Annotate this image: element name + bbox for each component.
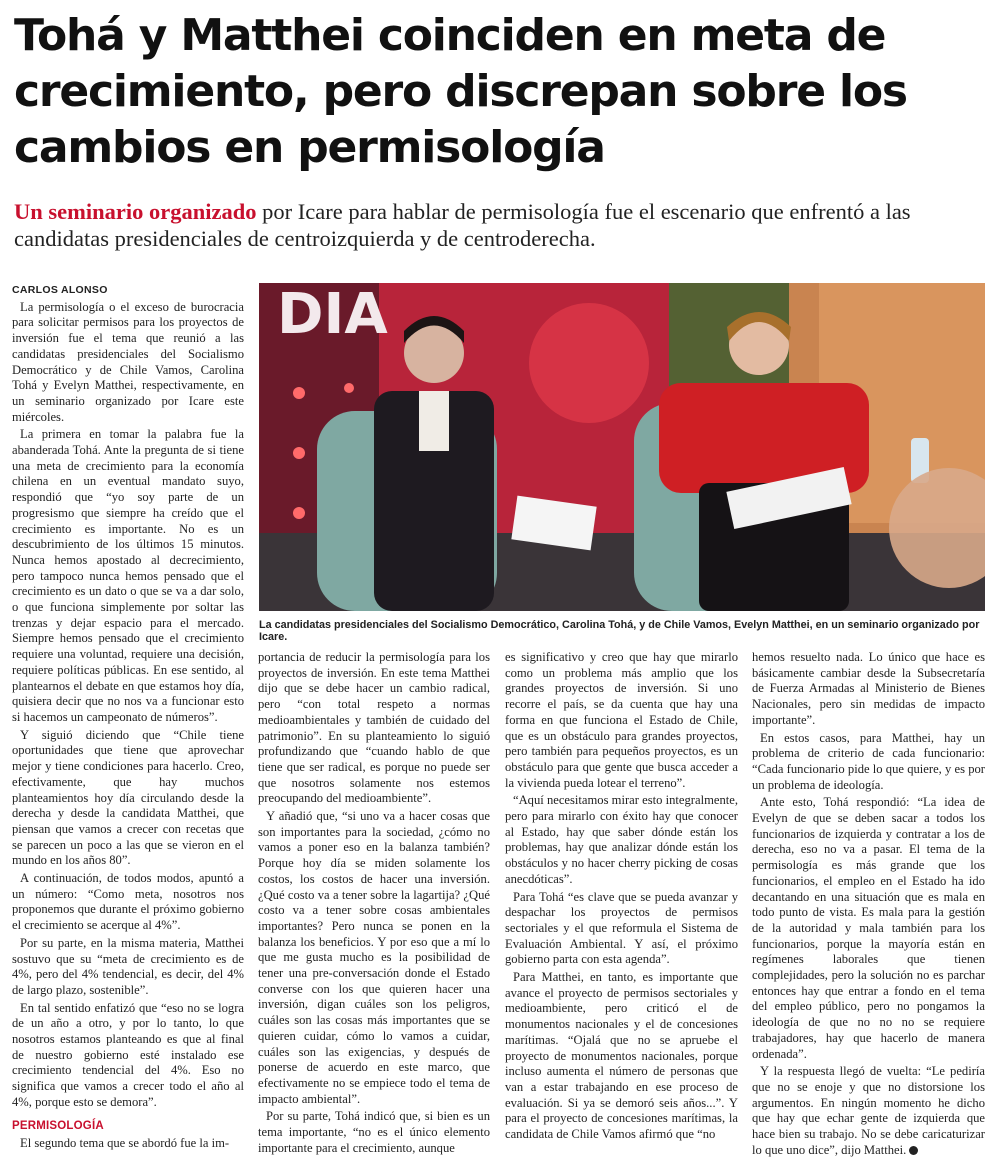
paragraph: En tal sentido enfatizó que “eso no se logra de un año a otro, y por lo tanto, lo que nosotros estamos planteando es que al final de nuestro gobierno esté instalado ese crecimiento tendencial del 4%. Eso no significa que vamos a crecer todo el año al 4%, porque esto se demora”. [12,1000,244,1109]
article-column-1 [12,283,244,1154]
paragraph: hemos resuelto nada. Lo único que hace es básicamente cambiar desde la Subsecretaría de Fuerza Armadas al Ministerio de Bienes Nacionales, pero sin medidas de impacto importante”. [752,650,985,727]
paragraph: La permisología o el exceso de burocracia para solicitar permisos para los proyectos de inversión fue el tema que reunió a las candidatas presidenciales del Socialismo Democrático y de Chile Vamos, Carolina Tohá y Evelyn Matthei, respectivamente, en un seminario organizado por Icare este miércoles. [12,299,244,424]
paragraph: El segundo tema que se abordó fue la im- [20,1136,230,1151]
backdrop-text: DIA [277,283,388,347]
paragraph: En estos casos, para Matthei, hay un problema de criterio de cada funcionario: “Cada funcionario pide lo que quiere, y es por un problema de ideología. [752,730,985,792]
paragraph: es significativo y creo que hay que mirarlo como un problema más amplio que los grandes proyectos de inversión. Si uno recorre el país, se da cuenta que hay una forma en que funciona el Estado de Chile, que es un obstáculo para grandes proyectos, pero también para pequeños proyectos, es un obstáculo para que gente que busca acceder a la vivienda pueda lotear el terreno”. [505,650,738,790]
paragraph: Por su parte, Tohá indicó que, si bien es un tema importante, “no es el único elemento importante para el crecimiento, aunque [258,1109,490,1155]
paragraph: “Aquí necesitamos mirar esto integralmente, pero para mirarlo con éxito hay que conocer al Estado, hay que saber dónde están los problemas, hay que analizar dónde están los obstáculos y no hacer cherry picking de cosas anecdóticas”. [505,793,738,886]
deck [14,198,984,252]
paragraph: Y siguió diciendo que “Chile tiene oportunidades que tiene que aprovechar mejor y tiene condiciones para hacerlo. Creo, efectivamente, que hay muchos planteamientos hoy día circulando desde la derecha y desde la candidata Matthei, que piensan que vamos a crecer con recetas que se parecen un poco a las que se vieron en el mundo en los años 80”. [12,727,244,868]
paragraph [752,1064,985,1158]
article-column-4 [752,650,985,1161]
photo-caption: La candidatas presidenciales del Socialismo Democrático, Carolina Tohá, y de Chile Vamos, Evelyn Matthei, en un seminario organizado por Icare. [259,619,980,643]
paragraph: La primera en tomar la palabra fue la abanderada Tohá. Ante la pregunta de si tiene una meta de crecimiento para la economía chilena en un eventual mandato suyo, respondió que “yo soy parte de un progresismo que siempre ha creído que el crecimiento es importante. No es un descubrimiento de los últimos 15 minutos. Nunca hemos apostado al decrecimiento, pero tampoco nunca hemos pensado que el crecimiento es un dato o que se va a dar solo, o que funciona simplemente por soltar las trenzas y dejar espacio para el mercado. Siempre hemos pensado que el crecimiento requiere una voluntad, requiere una decisión, requiere políticas públicas. En ese sentido, al plantearnos el debate en que estamos hoy día, quisiera decir que no nos va a funcionar esto si hacemos un campeonato de números”. [12,427,244,724]
section-subhead: PERMISOLOGÍA [12,1119,104,1132]
headline: Tohá y Matthei coinciden en meta de crecimiento, pero discrepan sobre los cambios en permisología [14,10,907,173]
paragraph: Y añadió que, “si uno va a hacer cosas que son importantes para la sociedad, ¿cómo no vamos a poner eso en la balanza también? Porque hoy día se miden solamente los costos, los costos de hacer una inversión. ¿Qué costo va a tener sobre la lagartija? ¿Qué costo va a tener sobre cosas ambientales importantes? Pero nunca se ponen en la balanza los beneficios. Y por eso que a mí lo que me gusta mucho es la posibilidad de tener una pre-conversación donde el Estado converse con los que quieren hacer una inversión, digan cuáles son los peligros, cuáles son las cosas más importantes que se quieren cuidar, cómo lo vamos a cuidar, cuáles son las exigencias, y después de ponerse de acuerdo en este marco, que efectivamente no se empiece todo el tema de impacto ambiental”. [258,809,490,1106]
paragraph: Para Matthei, en tanto, es importante que avance el proyecto de permisos sectoriales y medioambiente, pero criticó el de monumentos nacionales y el de concesiones marítimas. “Ojalá que no se apruebe el proyecto de monumentos nacionales, porque incluso aumenta el número de personas que van a estar trabajando en ese proceso de evaluación. Si ya se demoró seis años...”. Y para el proyecto de concesiones marítimas, la candidata de Chile Vamos afirmó que “no [505,970,738,1142]
deck-text: por Icare para hablar de permisología fue el escenario que enfrentó a las candidatas presidenciales de centroizquierda y de centroderecha. [14,199,911,251]
paragraph: Para Tohá “es clave que se pueda avanzar y despachar los proyectos de permisos sectoriales y el que reformula el Sistema de Evaluación Ambiental. Y así, el próximo gobierno parta con esta agenda”. [505,889,738,967]
paragraph: A continuación, de todos modos, apuntó a un número: “Como meta, nosotros nos proponemos que durante el próximo gobierno el crecimiento se acerque al 4%”. [12,871,244,933]
byline: CARLOS ALONSO [12,284,108,296]
article-column-3 [505,650,738,1145]
paragraph: Por su parte, en la misma materia, Matthei sostuvo que su “meta de crecimiento es de 4%, pero del 4% tendencial, es decir, del 4% de largo plazo, sostenible”. [12,935,244,997]
seminar-photo-image [259,283,985,611]
paragraph: portancia de reducir la permisología para los proyectos de inversión. En este tema Matthei dijo que se debe hacer un cambio radical, pero “con total respeto a normas medioambientales y también de cuidado del patrimonio”. En su planteamiento lo siguió profundizando que “cuando hablo de que tiene que ser radical, es porque no puede ser que nosotros solamente nos estemos preocupando del medioambiente”. [258,650,490,806]
article-column-2 [258,650,490,1159]
seminar-photo [259,283,985,611]
deck-lead: Un seminario organizado [14,199,257,224]
end-of-article-icon [909,1146,918,1155]
paragraph-text: Y la respuesta llegó de vuelta: “Le pediría que no se enoje y que no distorsione los argumentos. En ningún momento he dicho que hay que echar gente de izquierda que hace bien su trabajo. No se debe caricaturizar lo que uno dice”, dijo Matthei. [752,1064,985,1157]
paragraph: Ante esto, Tohá respondió: “La idea de Evelyn de que se deben sacar a todos los funcionarios de izquierda y contratar a los de derecha, eso no va a pasar. El tema de la permisología es más grande que los funcionarios, el empleo en el Estado ha ido decantando en una situación que es mala en todo punto de vista. Es mala para la gestión de la autoridad y mala también para los funcionarios, porque la mayoría están en regímenes laborales que tienen complejidades, pero la solución no es parchar entonces hay que entrar a fondo en el tema del empleo público, pero no pongamos la ideología de que no no no se requiere trabajadores, hay que hacerlo de manera ordenada”. [752,795,985,1061]
